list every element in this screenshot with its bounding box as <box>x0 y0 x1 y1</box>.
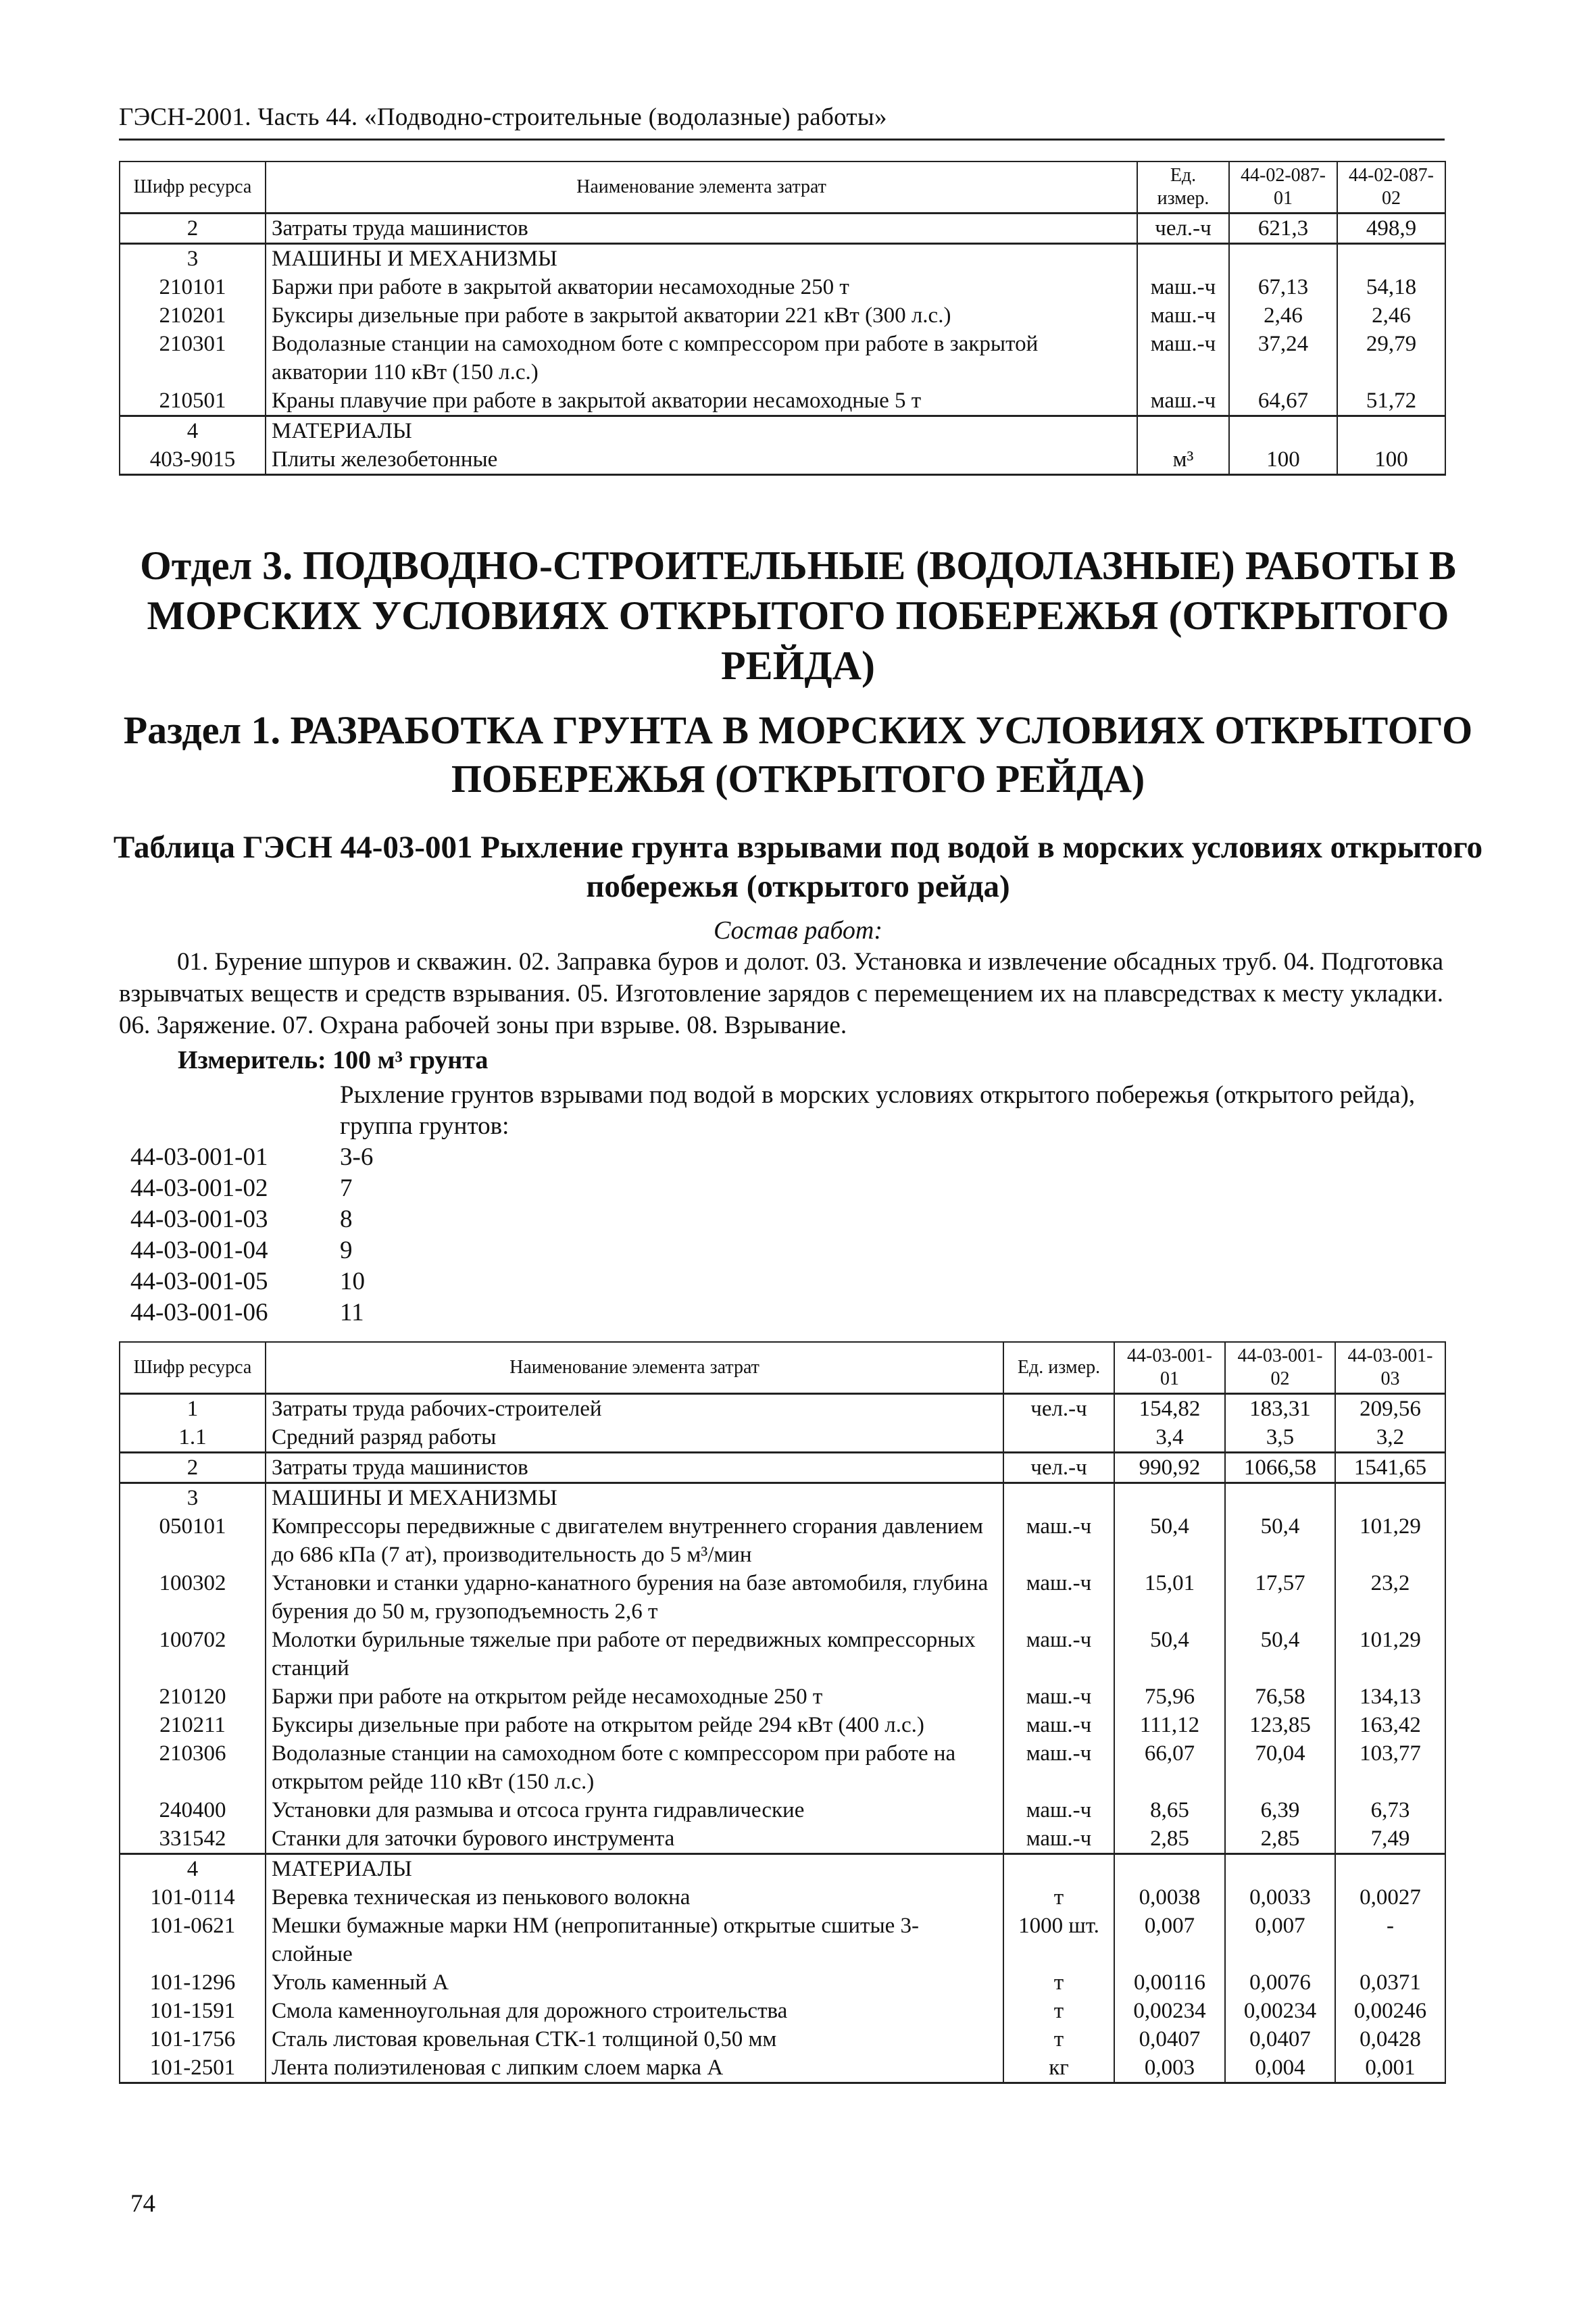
value-cell: 209,56 <box>1335 1394 1445 1424</box>
resource-table-2 <box>119 1341 1446 2084</box>
resource-name: МАТЕРИАЛЫ <box>266 416 1137 446</box>
variant-item <box>130 1297 373 1328</box>
variant-item <box>130 1142 373 1173</box>
value-cell: 2,85 <box>1225 1824 1335 1854</box>
running-header: ГЭСН-2001. Часть 44. «Подводно-строительные (водолазные) работы» <box>119 103 887 131</box>
resource-table-1-body <box>120 214 1445 475</box>
header-col-3: 44-03-001-03 <box>1335 1342 1445 1394</box>
value-cell <box>1229 244 1337 274</box>
variant-value: 11 <box>340 1299 364 1326</box>
value-cell: 498,9 <box>1337 214 1445 244</box>
unit-cell <box>1003 1483 1114 1513</box>
header-unit: Ед. измер. <box>1003 1342 1114 1394</box>
resource-name: Баржи при работе на открытом рейде несамоходные 250 т <box>266 1683 1003 1711</box>
value-cell: 3,2 <box>1335 1423 1445 1453</box>
value-cell: 0,00234 <box>1225 1997 1335 2025</box>
variant-value: 3-6 <box>340 1143 374 1171</box>
resource-name: Молотки бурильные тяжелые при работе от передвижных компрессорных станций <box>266 1626 1003 1683</box>
resource-name: Водолазные станции на самоходном боте с компрессором при работе на открытом рейде 110 кВт (150 л.с.) <box>266 1739 1003 1796</box>
resource-name: Затраты труда рабочих-строителей <box>266 1394 1003 1424</box>
value-cell: 54,18 <box>1337 273 1445 301</box>
resource-code: 210211 <box>120 1711 266 1739</box>
resource-name: МАШИНЫ И МЕХАНИЗМЫ <box>266 244 1137 274</box>
unit-cell: чел.-ч <box>1003 1394 1114 1424</box>
value-cell: 123,85 <box>1225 1711 1335 1739</box>
header-col-2: 44-02-087-02 <box>1337 161 1445 214</box>
table-row <box>120 1739 1445 1796</box>
value-cell: 37,24 <box>1229 330 1337 387</box>
resource-code: 101-1296 <box>120 1968 266 1997</box>
value-cell: 23,2 <box>1335 1569 1445 1626</box>
table-row <box>120 1423 1445 1453</box>
unit-cell: маш.-ч <box>1003 1739 1114 1796</box>
table-row <box>120 1569 1445 1626</box>
value-cell: 0,00234 <box>1114 1997 1225 2025</box>
unit-cell: т <box>1003 1883 1114 1912</box>
table-row <box>120 1912 1445 1968</box>
resource-code: 1.1 <box>120 1423 266 1453</box>
resource-table-2-body <box>120 1394 1445 2083</box>
value-cell: 64,67 <box>1229 387 1337 416</box>
table-row <box>120 387 1445 416</box>
value-cell: 0,007 <box>1225 1912 1335 1968</box>
variant-item <box>130 1235 373 1266</box>
resource-code: 210501 <box>120 387 266 416</box>
page-number: 74 <box>130 2190 155 2218</box>
resource-name: Станки для заточки бурового инструмента <box>266 1824 1003 1854</box>
resource-code: 210306 <box>120 1739 266 1796</box>
value-cell: 101,29 <box>1335 1626 1445 1683</box>
resource-name: МАТЕРИАЛЫ <box>266 1854 1003 1884</box>
table-row <box>120 1968 1445 1997</box>
resource-name: Сталь листовая кровельная СТК-1 толщиной 0,50 мм <box>266 2025 1003 2053</box>
table-row <box>120 1626 1445 1683</box>
header-col-2: 44-03-001-02 <box>1225 1342 1335 1394</box>
resource-name: Уголь каменный А <box>266 1968 1003 1997</box>
value-cell: 621,3 <box>1229 214 1337 244</box>
value-cell: 0,007 <box>1114 1912 1225 1968</box>
table-row <box>120 1796 1445 1824</box>
table-row <box>120 1883 1445 1912</box>
table-row <box>120 1394 1445 1424</box>
variant-code: 44-03-001-05 <box>130 1268 268 1295</box>
value-cell: 6,73 <box>1335 1796 1445 1824</box>
value-cell <box>1114 1483 1225 1513</box>
header-unit: Ед. измер. <box>1137 161 1229 214</box>
resource-name: Краны плавучие при работе в закрытой акватории несамоходные 5 т <box>266 387 1137 416</box>
variant-item <box>130 1266 373 1297</box>
unit-cell: т <box>1003 2025 1114 2053</box>
resource-name: Установки для размыва и отсоса грунта гидравлические <box>266 1796 1003 1824</box>
value-cell: 111,12 <box>1114 1711 1225 1739</box>
unit-cell: маш.-ч <box>1003 1683 1114 1711</box>
value-cell: 1066,58 <box>1225 1453 1335 1483</box>
variant-value: 7 <box>340 1174 353 1202</box>
unit-cell: маш.-ч <box>1003 1626 1114 1683</box>
resource-code: 050101 <box>120 1512 266 1569</box>
unit-cell: маш.-ч <box>1137 330 1229 387</box>
table-row <box>120 1824 1445 1854</box>
unit-cell <box>1137 244 1229 274</box>
resource-code: 101-1591 <box>120 1997 266 2025</box>
resource-name: Плиты железобетонные <box>266 445 1137 475</box>
value-cell: 0,0076 <box>1225 1968 1335 1997</box>
variant-description: Рыхление грунтов взрывами под водой в морских условиях открытого побережья (открытого рейда), группа грунтов: <box>340 1081 1416 1140</box>
resource-code: 403-9015 <box>120 445 266 475</box>
variant-code: 44-03-001-03 <box>130 1205 268 1233</box>
resource-name: Мешки бумажные марки НМ (непропитанные) открытые сшитые 3-слойные <box>266 1912 1003 1968</box>
value-cell: 2,46 <box>1337 301 1445 330</box>
section-razdel-title: Раздел 1. РАЗРАБОТКА ГРУНТА В МОРСКИХ УСЛОВИЯХ ОТКРЫТОГО ПОБЕРЕЖЬЯ (ОТКРЫТОГО РЕЙДА) <box>123 708 1473 801</box>
unit-cell: т <box>1003 1997 1114 2025</box>
resource-name: Буксиры дизельные при работе на открытом рейде 294 кВт (400 л.с.) <box>266 1711 1003 1739</box>
table-row <box>120 214 1445 244</box>
unit-cell: м³ <box>1137 445 1229 475</box>
variant-item <box>130 1173 373 1204</box>
variant-value: 8 <box>340 1205 353 1233</box>
resource-code: 2 <box>120 214 266 244</box>
unit-cell: маш.-ч <box>1137 301 1229 330</box>
resource-name: Компрессоры передвижные с двигателем внутреннего сгорания давлением до 686 кПа (7 ат), производительность до 5 м³/мин <box>266 1512 1003 1569</box>
value-cell: 76,58 <box>1225 1683 1335 1711</box>
composition-label: Состав работ: <box>713 916 883 945</box>
resource-code: 210120 <box>120 1683 266 1711</box>
resource-code: 1 <box>120 1394 266 1424</box>
unit-cell: чел.-ч <box>1137 214 1229 244</box>
value-cell: 0,00116 <box>1114 1968 1225 1997</box>
header-name: Наименование элемента затрат <box>266 1342 1003 1394</box>
value-cell: 0,004 <box>1225 2053 1335 2083</box>
table-row <box>120 273 1445 301</box>
unit-cell: 1000 шт. <box>1003 1912 1114 1968</box>
table-row <box>120 1453 1445 1483</box>
value-cell: 0,00246 <box>1335 1997 1445 2025</box>
resource-code: 101-0114 <box>120 1883 266 1912</box>
resource-code: 4 <box>120 416 266 446</box>
table-row <box>120 1854 1445 1884</box>
unit-cell: маш.-ч <box>1137 387 1229 416</box>
unit-cell: чел.-ч <box>1003 1453 1114 1483</box>
unit-cell: кг <box>1003 2053 1114 2083</box>
unit-cell: маш.-ч <box>1137 273 1229 301</box>
value-cell: 0,0038 <box>1114 1883 1225 1912</box>
value-cell: 17,57 <box>1225 1569 1335 1626</box>
resource-code: 2 <box>120 1453 266 1483</box>
value-cell: 103,77 <box>1335 1739 1445 1796</box>
value-cell: 75,96 <box>1114 1683 1225 1711</box>
resource-code: 210301 <box>120 330 266 387</box>
value-cell: 0,003 <box>1114 2053 1225 2083</box>
variant-code: 44-03-001-01 <box>130 1143 268 1171</box>
section-otdel-title: Отдел 3. ПОДВОДНО-СТРОИТЕЛЬНЫЕ (ВОДОЛАЗНЫЕ) РАБОТЫ В МОРСКИХ УСЛОВИЯХ ОТКРЫТОГО ПОБЕРЕЖЬЯ (ОТКРЫТОГО РЕЙДА) <box>140 543 1456 688</box>
value-cell <box>1337 416 1445 446</box>
value-cell: 6,39 <box>1225 1796 1335 1824</box>
table-row <box>120 416 1445 446</box>
value-cell: 66,07 <box>1114 1739 1225 1796</box>
table-row <box>120 2025 1445 2053</box>
variant-code: 44-03-001-06 <box>130 1299 268 1326</box>
unit-cell <box>1137 416 1229 446</box>
value-cell: 0,0371 <box>1335 1968 1445 1997</box>
resource-code: 101-1756 <box>120 2025 266 2053</box>
unit-cell <box>1003 1423 1114 1453</box>
resource-name: Затраты труда машинистов <box>266 1453 1003 1483</box>
table-row <box>120 1483 1445 1513</box>
table-row <box>120 330 1445 387</box>
value-cell: 0,0407 <box>1225 2025 1335 2053</box>
variant-value: 9 <box>340 1237 353 1264</box>
value-cell: 2,46 <box>1229 301 1337 330</box>
value-cell: 101,29 <box>1335 1512 1445 1569</box>
resource-code: 3 <box>120 1483 266 1513</box>
value-cell: 154,82 <box>1114 1394 1225 1424</box>
resource-name: МАШИНЫ И МЕХАНИЗМЫ <box>266 1483 1003 1513</box>
table-row <box>120 1683 1445 1711</box>
resource-name: Баржи при работе в закрытой акватории несамоходные 250 т <box>266 273 1137 301</box>
resource-code: 3 <box>120 244 266 274</box>
value-cell <box>1225 1854 1335 1884</box>
variant-item <box>130 1204 373 1235</box>
value-cell: 67,13 <box>1229 273 1337 301</box>
value-cell: 2,85 <box>1114 1824 1225 1854</box>
value-cell: 1541,65 <box>1335 1453 1445 1483</box>
value-cell: 0,0027 <box>1335 1883 1445 1912</box>
unit-cell: маш.-ч <box>1003 1711 1114 1739</box>
resource-name: Смола каменноугольная для дорожного строительства <box>266 1997 1003 2025</box>
resource-name: Веревка техническая из пенькового волокна <box>266 1883 1003 1912</box>
value-cell: 3,5 <box>1225 1423 1335 1453</box>
unit-cell: маш.-ч <box>1003 1796 1114 1824</box>
header-code: Шифр ресурса <box>120 1342 266 1394</box>
value-cell: 15,01 <box>1114 1569 1225 1626</box>
table-row <box>120 1512 1445 1569</box>
composition-text: 01. Бурение шпуров и скважин. 02. Заправка буров и долот. 03. Установка и извлечение обсадных труб. 04. Подготовка взрывчатых веществ и средств взрывания. 05. Изготовление зарядов с перемещением их на плавсредствах к месту укладки. 06. Заряжение. 07. Охрана рабочей зоны при взрыве. 08. Взрывание. <box>119 948 1443 1039</box>
value-cell: 50,4 <box>1225 1626 1335 1683</box>
variant-value: 10 <box>340 1268 365 1295</box>
value-cell <box>1337 244 1445 274</box>
value-cell: 8,65 <box>1114 1796 1225 1824</box>
value-cell <box>1335 1483 1445 1513</box>
table-row <box>120 2053 1445 2083</box>
header-name: Наименование элемента затрат <box>266 161 1137 214</box>
value-cell: - <box>1335 1912 1445 1968</box>
header-code: Шифр ресурса <box>120 161 266 214</box>
unit-cell: т <box>1003 1968 1114 1997</box>
value-cell: 3,4 <box>1114 1423 1225 1453</box>
value-cell: 0,0407 <box>1114 2025 1225 2053</box>
value-cell: 163,42 <box>1335 1711 1445 1739</box>
header-col-1: 44-02-087-01 <box>1229 161 1337 214</box>
resource-name: Водолазные станции на самоходном боте с компрессором при работе в закрытой акватории 110 кВт (150 л.с.) <box>266 330 1137 387</box>
resource-code: 240400 <box>120 1796 266 1824</box>
value-cell <box>1335 1854 1445 1884</box>
variant-code: 44-03-001-02 <box>130 1174 268 1202</box>
value-cell: 100 <box>1337 445 1445 475</box>
table-row <box>120 244 1445 274</box>
value-cell <box>1229 416 1337 446</box>
resource-code: 210101 <box>120 273 266 301</box>
variant-list <box>130 1142 373 1328</box>
resource-code: 4 <box>120 1854 266 1884</box>
header-col-1: 44-03-001-01 <box>1114 1342 1225 1394</box>
meter-unit: Измеритель: 100 м³ грунта <box>178 1046 489 1074</box>
unit-cell: маш.-ч <box>1003 1569 1114 1626</box>
resource-code: 100702 <box>120 1626 266 1683</box>
value-cell: 0,0033 <box>1225 1883 1335 1912</box>
unit-cell: маш.-ч <box>1003 1512 1114 1569</box>
value-cell: 29,79 <box>1337 330 1445 387</box>
resource-name: Установки и станки ударно-канатного бурения на базе автомобиля, глубина бурения до 50 м, грузоподъемность 2,6 т <box>266 1569 1003 1626</box>
value-cell: 183,31 <box>1225 1394 1335 1424</box>
resource-code: 101-2501 <box>120 2053 266 2083</box>
value-cell <box>1114 1854 1225 1884</box>
table-row <box>120 445 1445 475</box>
resource-code: 331542 <box>120 1824 266 1854</box>
resource-name: Средний разряд работы <box>266 1423 1003 1453</box>
resource-name: Буксиры дизельные при работе в закрытой акватории 221 кВт (300 л.с.) <box>266 301 1137 330</box>
unit-cell <box>1003 1854 1114 1884</box>
resource-name: Затраты труда машинистов <box>266 214 1137 244</box>
value-cell: 990,92 <box>1114 1453 1225 1483</box>
variant-code: 44-03-001-04 <box>130 1237 268 1264</box>
value-cell: 134,13 <box>1335 1683 1445 1711</box>
resource-code: 210201 <box>120 301 266 330</box>
resource-code: 100302 <box>120 1569 266 1626</box>
table-row <box>120 1711 1445 1739</box>
value-cell: 0,0428 <box>1335 2025 1445 2053</box>
value-cell: 0,001 <box>1335 2053 1445 2083</box>
table-row <box>120 301 1445 330</box>
header-rule <box>119 139 1445 141</box>
value-cell: 50,4 <box>1114 1626 1225 1683</box>
value-cell <box>1225 1483 1335 1513</box>
table-row <box>120 1997 1445 2025</box>
resource-name: Лента полиэтиленовая с липким слоем марка А <box>266 2053 1003 2083</box>
table-title: Таблица ГЭСН 44-03-001 Рыхление грунта взрывами под водой в морских условиях открытого побережья (открытого рейда) <box>113 830 1483 904</box>
value-cell: 100 <box>1229 445 1337 475</box>
value-cell: 70,04 <box>1225 1739 1335 1796</box>
value-cell: 50,4 <box>1114 1512 1225 1569</box>
value-cell: 50,4 <box>1225 1512 1335 1569</box>
value-cell: 7,49 <box>1335 1824 1445 1854</box>
unit-cell: маш.-ч <box>1003 1824 1114 1854</box>
value-cell: 51,72 <box>1337 387 1445 416</box>
resource-table-1 <box>119 161 1446 476</box>
resource-code: 101-0621 <box>120 1912 266 1968</box>
